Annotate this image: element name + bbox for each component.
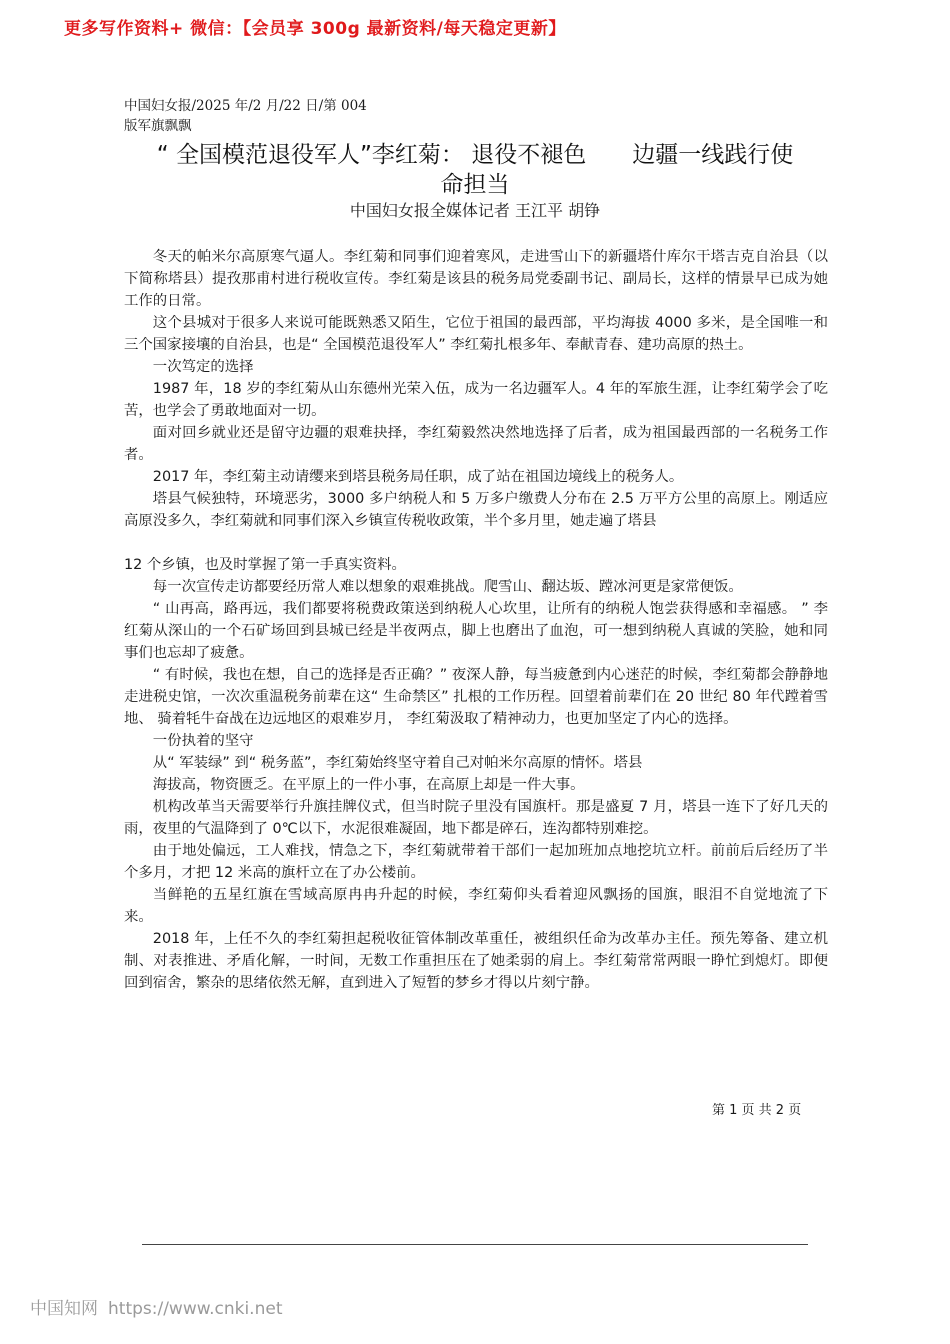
paragraph: 当鲜艳的五星红旗在雪域高原冉冉升起的时候，李红菊仰头看着迎风飘扬的国旗，眼泪不自觉地流了下来。 xyxy=(124,887,828,925)
paragraph: “ 山再高，路再远，我们都要将税费政策送到纳税人心坎里，让所有的纳税人饱尝获得感和幸福感。 ” 李红菊从深山的一个石矿场回到县城已经是半夜两点，脚上也磨出了血泡，可一想到纳税人真诚的笑脸，她和同事们也忘却了疲惫。 xyxy=(124,601,828,661)
paragraph: 冬天的帕米尔高原寒气逼人。李红菊和同事们迎着寒风，走进雪山下的新疆塔什库尔干塔吉克自治县（以下简称塔县）提孜那甫村进行税收宣传。李红菊是该县的税务局党委副书记、副局长，这样的情景早已成为她工作的日常。 xyxy=(124,249,828,309)
article-title xyxy=(118,140,832,200)
paragraph: 12 个乡镇，也及时掌握了第一手真实资料。 xyxy=(124,557,406,573)
page-number: 第 1 页 共 2 页 xyxy=(712,1103,802,1118)
paragraph: 1987 年，18 岁的李红菊从山东德州光荣入伍，成为一名边疆军人。4 年的军旅生涯，让李红菊学会了吃苦，也学会了勇敢地面对一切。 xyxy=(124,381,828,419)
paragraph: 2017 年，李红菊主动请缨来到塔县税务局任职，成了站在祖国边境线上的税务人。 xyxy=(152,469,684,485)
promo-banner[interactable]: 更多写作资料+ 微信：【会员享 300g 最新资料/每天稳定更新】 xyxy=(64,19,566,39)
paragraph: 机构改革当天需要举行升旗挂牌仪式，但当时院子里没有国旗杆。那是盛夏 7 月，塔县一连下了好几天的雨，夜里的气温降到了 0℃以下，水泥很难凝固，地下都是碎石，连沟都特别难挖。 xyxy=(124,799,828,837)
paragraph: 从“ 军装绿” 到“ 税务蓝”，李红菊始终坚守着自己对帕米尔高原的情怀。塔县 xyxy=(152,755,643,771)
cnki-logo-text: 中国知网 xyxy=(30,1299,98,1319)
article-body xyxy=(124,246,828,994)
section-heading: 一份执着的坚守 xyxy=(152,733,254,749)
cnki-watermark xyxy=(30,1294,282,1319)
title-line-2: 命担当 xyxy=(440,172,510,198)
article-meta xyxy=(124,96,367,136)
paragraph: 塔县气候独特，环境恶劣，3000 多户纳税人和 5 万多户缴费人分布在 2.5 万平方公里的高原上。刚适应高原没多久，李红菊就和同事们深入乡镇宣传税收政策，半个多月里，她走遍了塔县 xyxy=(124,491,828,529)
paragraph: 每一次宣传走访都要经历常人难以想象的艰难挑战。爬雪山、翻达坂、蹚冰河更是家常便饭。 xyxy=(152,579,743,595)
paragraph: “ 有时候，我也在想，自己的选择是否正确？” 夜深人静，每当疲惫到内心迷茫的时候，李红菊都会静静地走进税史馆，一次次重温税务前辈在这“ 生命禁区” 扎根的工作历程。回望着前辈们在 20 世纪 80 年代蹚着雪地、 骑着牦牛奋战在边远地区的艰难岁月， 李红菊汲取了精神动力，也更加坚定了内心的选择。 xyxy=(124,667,828,727)
byline: 中国妇女报全媒体记者 王江平 胡铮 xyxy=(349,201,601,220)
paragraph: 由于地处偏远，工人难找，情急之下，李红菊就带着干部们一起加班加点地挖坑立杆。前前后后经历了半个多月，才把 12 米高的旗杆立在了办公楼前。 xyxy=(124,843,828,881)
paragraph: 这个县城对于很多人来说可能既熟悉又陌生，它位于祖国的最西部，平均海拔 4000 多米，是全国唯一和三个国家接壤的自治县，也是“ 全国模范退役军人” 李红菊扎根多年、奉献青春、建功高原的热土。 xyxy=(124,315,828,353)
title-line-1: “ 全国模范退役军人”李红菊： 退役不褪色 边疆一线践行使 xyxy=(156,142,794,168)
footer-divider xyxy=(142,1244,808,1245)
section-heading: 一次笃定的选择 xyxy=(152,359,254,375)
source-line: 中国妇女报/2025 年/2 月/22 日/第 004 xyxy=(124,98,367,114)
paragraph: 2018 年，上任不久的李红菊担起税收征管体制改革重任，被组织任命为改革办主任。预先筹备、建立机制、对表推进、矛盾化解，一时间，无数工作重担压在了她柔弱的肩上。李红菊常常两眼一睁忙到熄灯。即便回到宿舍，繁杂的思绪依然无解，直到进入了短暂的梦乡才得以片刻宁静。 xyxy=(124,931,828,991)
paragraph: 面对回乡就业还是留守边疆的艰难抉择，李红菊毅然决然地选择了后者，成为祖国最西部的一名税务工作者。 xyxy=(124,425,828,463)
paragraph: 海拔高，物资匮乏。在平原上的一件小事，在高原上却是一件大事。 xyxy=(152,777,585,793)
column-line: 版军旗飘飘 xyxy=(124,118,192,134)
cnki-url[interactable]: https://www.cnki.net xyxy=(108,1299,283,1319)
